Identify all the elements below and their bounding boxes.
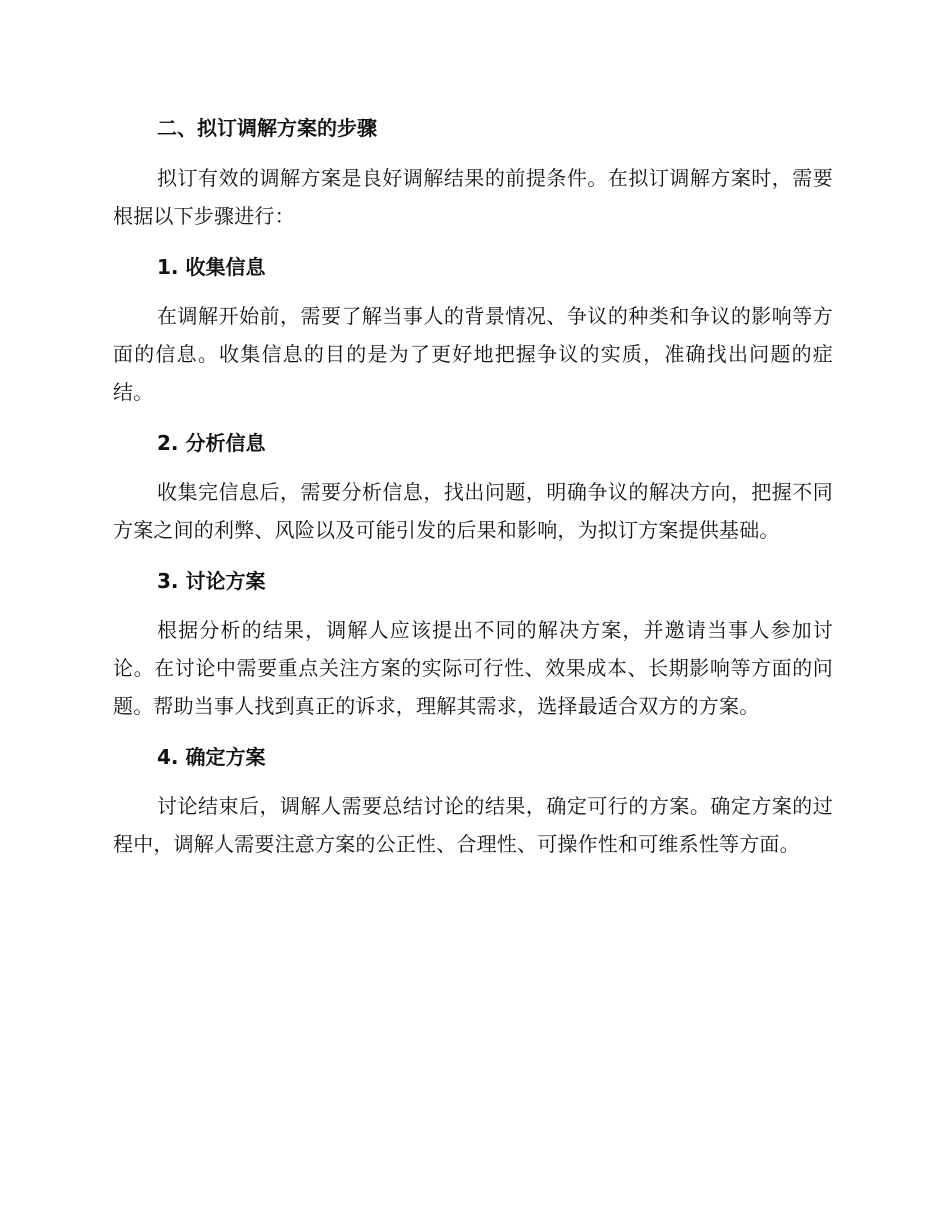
step-1-title: 1. 收集信息 bbox=[157, 255, 266, 279]
step-2-body: 收集完信息后，需要分析信息，找出问题，明确争议的解决方向，把握不同方案之间的利弊、风险以及可能引发的后果和影响，为拟订方案提供基础。 bbox=[113, 480, 833, 542]
document-page bbox=[113, 112, 833, 879]
intro-paragraph: 拟订有效的调解方案是良好调解结果的前提条件。在拟订调解方案时，需要根据以下步骤进行： bbox=[113, 166, 833, 228]
step-3-body: 根据分析的结果，调解人应该提出不同的解决方案，并邀请当事人参加讨论。在讨论中需要重点关注方案的实际可行性、效果成本、长期影响等方面的问题。帮助当事人找到真正的诉求，理解其需求，选择最适合双方的方案。 bbox=[113, 618, 833, 718]
step-3-title: 3. 讨论方案 bbox=[157, 569, 266, 593]
step-2-title: 2. 分析信息 bbox=[157, 431, 266, 455]
step-4-title: 4. 确定方案 bbox=[157, 745, 266, 769]
section-title: 二、拟订调解方案的步骤 bbox=[157, 116, 377, 140]
step-1-body: 在调解开始前，需要了解当事人的背景情况、争议的种类和争议的影响等方面的信息。收集信息的目的是为了更好地把握争议的实质，准确找出问题的症结。 bbox=[113, 304, 833, 404]
step-4-body: 讨论结束后，调解人需要总结讨论的结果，确定可行的方案。确定方案的过程中，调解人需要注意方案的公正性、合理性、可操作性和可维系性等方面。 bbox=[113, 794, 833, 856]
